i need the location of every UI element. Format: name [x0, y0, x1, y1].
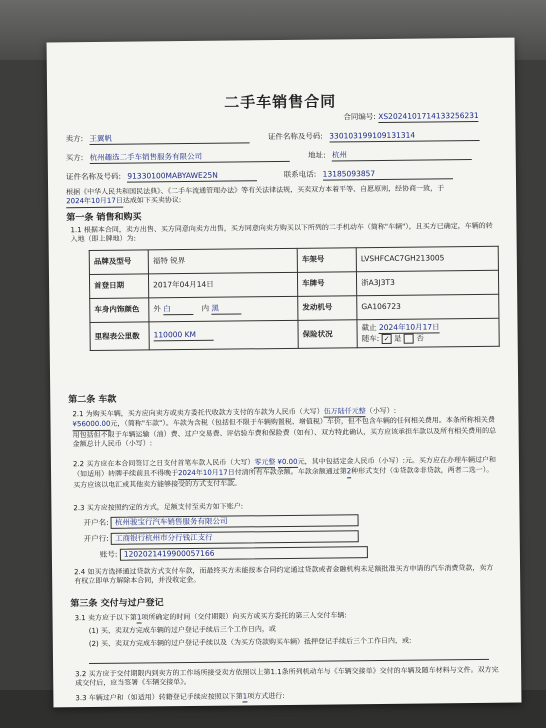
- insurance-label: 保险状况: [298, 320, 357, 349]
- address-label: 地址:: [307, 150, 326, 160]
- section-2-heading: 第二条 车款: [68, 394, 117, 406]
- section-3-heading: 第三条 交付与过户登记: [70, 598, 164, 610]
- account-number: 1202021419900057166: [120, 546, 368, 561]
- yes-label: 是: [393, 333, 402, 343]
- account-number-row: [100, 546, 368, 561]
- mileage-value: 110000 KM: [154, 330, 214, 342]
- plate-value: 浙A3J3T3: [356, 270, 498, 295]
- interior-prefix: 内: [201, 303, 210, 313]
- clause-3-2: 3.2 买方应于交付期限内到卖方的工作场所接受卖方依照以上第1.1条所列机动车与《车辆交接单》交付的车辆及随车材料与文件。双方完成交付后，应当签署《车辆交接单》。: [75, 665, 499, 688]
- clause-3-3-b: 项方式进行:: [247, 692, 285, 701]
- vin-label: 车架号: [297, 248, 356, 273]
- checkbox-no[interactable]: [404, 334, 414, 344]
- balance-deadline: 2024年10月17日: [178, 469, 235, 480]
- account-bank-label: 开户行:: [83, 533, 109, 544]
- contract-page: [47, 38, 522, 708]
- section-1-heading: 第一条 销售和购买: [66, 212, 142, 224]
- reg-date-value: 2017年04月14日: [148, 272, 297, 298]
- account-name-row: [84, 514, 360, 529]
- clause-2-4: 2.4 如买方选择通过贷款方式支付车款，而最终买方未能按本合同约定通过贷款或者金融机构未足额批准买方申请的汽车消费贷款，卖方有权立即单方解除本合同，并没收定金。: [74, 563, 494, 586]
- exterior-color: 白: [163, 304, 193, 315]
- clause-2-2-b: 元，其中包括定金人民币（小写）:: [297, 456, 405, 466]
- clause-3-1-text: 3.1 卖方应于以下第: [74, 613, 137, 623]
- contract-number-label: 合同编号:: [343, 112, 376, 122]
- account-bank-row: [84, 530, 360, 545]
- buyer-row: [66, 149, 472, 164]
- account-bank: 工商银行杭州市分行钱江支行: [111, 530, 359, 545]
- mileage-label: 里程表公里数: [90, 322, 149, 351]
- price-amount: ¥56000.00: [72, 420, 110, 431]
- delivery-option: 1: [137, 614, 142, 624]
- insurance-value: [357, 318, 499, 348]
- payment-way: 2: [347, 468, 352, 478]
- buyer-id-row: [66, 168, 453, 183]
- plate-label: 车牌号: [297, 272, 356, 297]
- insurance-until-prefix: 截止: [361, 323, 377, 333]
- buyer-name: 杭州趣选二手车销售服务有限公司: [90, 151, 290, 164]
- brand-label: 品牌及型号: [89, 250, 148, 275]
- clause-3-3: [75, 690, 501, 705]
- engine-value: GA106723: [357, 294, 499, 319]
- clause-2-2: [73, 456, 499, 491]
- vehicle-info-table: [89, 246, 500, 352]
- clause-2-2-e: 种形式支付（①贷款②非贷款，两者二选一）。买方应该以电汇或其他卖方能够接受的方式支付车款。: [73, 466, 494, 490]
- engine-label: 发动机号: [298, 296, 357, 321]
- phone-label: 联系电话:: [283, 169, 317, 179]
- buyer-label: 买方:: [65, 153, 84, 163]
- seller-id: 330103199109131314: [329, 130, 479, 143]
- basis-date: 2024年10月17日: [66, 197, 123, 208]
- clause-3-1-b: 项所确定的时间（交付期限）向买方或买方委托的第三人交付车辆:: [141, 611, 347, 622]
- seller-id-label: 证件名称及号码:: [267, 131, 323, 142]
- reg-date-label: 首登日期: [89, 274, 148, 299]
- no-label: 否: [416, 333, 424, 343]
- price-in-words: 伍万陆仟元整: [324, 407, 366, 418]
- blank-line: [89, 658, 489, 664]
- address: 杭州: [332, 149, 472, 162]
- buyer-id-label: 证件名称及号码:: [65, 171, 122, 182]
- seller-row: [65, 130, 479, 145]
- insurance-until: 2024年10月17日: [379, 322, 440, 334]
- transfer-option: 1: [243, 692, 248, 702]
- color-label: 车身内饰颜色: [90, 298, 149, 323]
- brand-value: 福特 锐界: [148, 248, 297, 274]
- clause-2-1: [72, 406, 498, 450]
- clause-2-1-text: 2.1 为购买车辆，买方应向卖方或卖方委托代收款方支付的车款为人民币（大写）: [72, 407, 324, 419]
- clause-2-2-d: 付清所有车款余额。车款余额通过第: [234, 467, 347, 477]
- account-name-label: 开户名:: [83, 517, 109, 528]
- contract-number-row: [343, 111, 478, 124]
- account-name: 杭州骏宝行汽车销售服务有限公司: [111, 514, 359, 529]
- insurance-with-label: 随车:: [361, 334, 380, 344]
- vin-value: LVSHFCAC7GH213005: [356, 246, 498, 271]
- first-payment-amount: ¥0.00: [277, 458, 297, 469]
- first-payment-words: 零元整: [254, 458, 275, 469]
- clause-3-1-option-1: (1) 买、卖双方完成车辆的过户登记手续后三个工作日内，或: [88, 625, 276, 636]
- clause-2-2-c: 元。买方应在办理车辆过户和（如适用）转牌手续前且不得晚于: [73, 455, 496, 479]
- exterior-prefix: 外: [153, 304, 161, 314]
- seller-label: 卖方:: [65, 134, 84, 144]
- color-value: [149, 296, 298, 322]
- phone: 13185093857: [323, 168, 453, 180]
- seller-name: 王翼帆: [89, 132, 249, 145]
- clause-2-1-rest: 元，（简称"车款"）。车款为含税（包括但不限于车辆购置税、增值税）车价，但不包含车辆的任何相关费用。本条所称相关费用包括但不限于车辆运输（油）费、过户交易费、评估验车费和保险费（如有）、双方特此确认，买方应该承担车款以及所有相关费用的总金额总计人民币（小写）:: [72, 416, 497, 449]
- clause-3-1-option-2: (2) 买、卖双方完成车辆的过户登记手续以及（为买方贷款购买车辆）抵押登记手续后三个工作日内，或:: [88, 636, 412, 649]
- basis-paragraph: [66, 184, 496, 208]
- basis-text: 根据《中华人民共和国民法典》、《二手车流通管理办法》等有关法律法规，买卖双方本着平等、自愿原则，经协商一致，于: [66, 184, 445, 197]
- clause-2-2-text: 2.2 买方应在本合同签订之日支付首笔车款人民币（大写）: [72, 458, 255, 469]
- account-number-label: 账号:: [99, 549, 118, 559]
- buyer-id: 91330100MABYAWE25N: [127, 170, 257, 182]
- clause-2-3: 2.3 买方应按照约定的方式，足额支付至卖方如下账户:: [73, 502, 244, 513]
- clause-1-1: 1.1 根据本合同，卖方出售、买方同意向卖方出售，买方同意向卖方购买以下所列的二手机动车（简称"车辆"），且买方已确定，车辆的转入地（即上牌地）为:: [70, 221, 493, 244]
- checkbox-yes[interactable]: ✓: [382, 334, 392, 344]
- interior-color: 黑: [211, 303, 241, 314]
- price-small-label: （小写）:: [365, 406, 397, 416]
- basis-tail: 达成如下买卖协议:: [122, 196, 182, 206]
- contract-number: XS2024101714133256231: [378, 111, 478, 123]
- mileage-cell: [149, 320, 298, 350]
- clause-3-3-text: 3.3 车辆过户和（如适用）转籍登记手续应按照以下第: [75, 692, 243, 703]
- table-row: [90, 318, 499, 351]
- contract-title: 二手车销售合同: [224, 92, 337, 112]
